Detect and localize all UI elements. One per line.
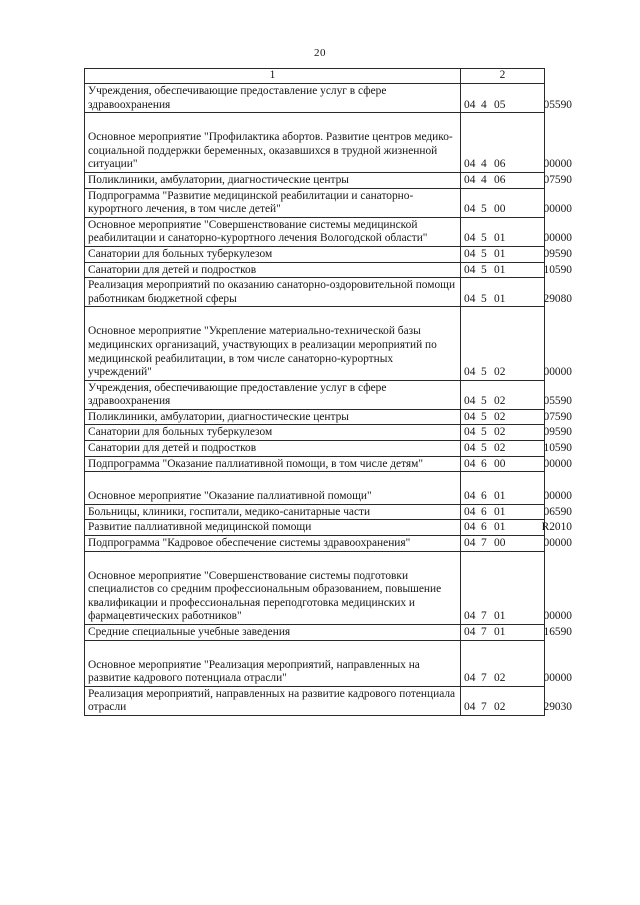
row-name: Развитие паллиативной медицинской помощи — [88, 521, 312, 534]
code-program: 04 — [464, 203, 476, 216]
row-name: Основное мероприятие "Реализация мероприятий, направленных на развитие кадрового потенциала отрасли" — [88, 658, 420, 685]
row-code-cell — [461, 380, 572, 409]
code-program: 04 — [464, 672, 476, 685]
code-direction: 00000 — [543, 203, 572, 216]
page-number: 20 — [314, 47, 326, 59]
row-name-cell — [85, 520, 461, 536]
code-program: 04 — [464, 247, 476, 260]
row-name-cell — [85, 113, 461, 173]
code-subprogram: 5 — [481, 395, 487, 408]
header-column-1: 1 — [85, 69, 461, 84]
row-name-cell — [85, 504, 461, 520]
code-subprogram: 7 — [481, 610, 487, 623]
code-event: 05 — [494, 98, 506, 111]
code-direction: 00000 — [543, 537, 572, 550]
code-direction: 07590 — [543, 410, 572, 423]
row-code-cell — [461, 472, 572, 505]
table-row — [85, 640, 545, 686]
row-name: Средние специальные учебные заведения — [88, 626, 291, 638]
table-row — [85, 625, 545, 641]
row-name-cell — [85, 84, 461, 113]
row-name-cell — [85, 551, 461, 624]
table-row — [85, 113, 545, 173]
code-subprogram: 6 — [481, 521, 487, 534]
row-name-cell — [85, 425, 461, 441]
row-code-cell — [461, 307, 572, 380]
code-event: 00 — [494, 537, 506, 550]
code-event: 01 — [494, 521, 506, 534]
row-name: Учреждения, обеспечивающие предоставление услуг в сфере здравоохранения — [88, 381, 387, 408]
row-code-cell — [461, 262, 572, 278]
code-event: 00 — [494, 203, 506, 216]
code-event: 01 — [494, 610, 506, 623]
row-name: Поликлиники, амбулатории, диагностические центры — [88, 410, 349, 423]
code-event: 02 — [494, 410, 506, 423]
table-row — [85, 278, 545, 307]
row-name: Учреждения, обеспечивающие предоставление услуг в сфере здравоохранения — [88, 85, 387, 111]
code-subprogram: 7 — [481, 672, 487, 685]
row-code-cell — [461, 625, 572, 641]
code-event: 01 — [494, 626, 506, 638]
row-code-cell — [461, 640, 572, 686]
code-subprogram: 5 — [481, 292, 487, 305]
code-event: 02 — [494, 701, 506, 714]
code-subprogram: 6 — [481, 505, 487, 518]
code-program: 04 — [464, 292, 476, 305]
row-name-cell — [85, 456, 461, 472]
row-name: Санатории для детей и подростков — [88, 263, 257, 276]
code-direction: 00000 — [543, 490, 572, 503]
code-program: 04 — [464, 232, 476, 245]
row-code-cell — [461, 278, 572, 307]
row-name-cell — [85, 625, 461, 641]
row-name-cell — [85, 246, 461, 262]
code-event: 00 — [494, 457, 506, 470]
row-name-cell — [85, 536, 461, 552]
table-row — [85, 686, 545, 715]
code-event: 02 — [494, 442, 506, 455]
row-name-cell — [85, 640, 461, 686]
row-name-cell — [85, 441, 461, 457]
table-row — [85, 172, 545, 188]
code-direction: 00000 — [543, 457, 572, 470]
code-direction: 00000 — [543, 232, 572, 245]
row-name: Основное мероприятие "Укрепление материально-технической базы медицинских организаций, участвующих в реализации мероприятий по медицинской реабилитации, в том числе санаторно-курортных учреждений" — [88, 325, 437, 379]
code-subprogram: 5 — [481, 426, 487, 439]
table-row — [85, 456, 545, 472]
row-name-cell — [85, 262, 461, 278]
row-name: Подпрограмма "Развитие медицинской реабилитации и санаторно-курортного лечения, в том числе детей" — [88, 189, 414, 216]
row-code-cell — [461, 188, 572, 217]
row-name: Больницы, клиники, госпитали, медико-санитарные части — [88, 505, 371, 518]
table-row — [85, 472, 545, 505]
code-subprogram: 5 — [481, 410, 487, 423]
code-event: 02 — [494, 366, 506, 379]
code-direction: 07590 — [543, 173, 572, 186]
code-event: 01 — [494, 505, 506, 518]
code-direction: 29030 — [543, 701, 572, 714]
row-name: Санатории для больных туберкулезом — [88, 426, 273, 439]
code-program: 04 — [464, 457, 476, 470]
code-subprogram: 5 — [481, 442, 487, 455]
table-row — [85, 307, 545, 380]
code-subprogram: 5 — [481, 247, 487, 260]
code-program: 04 — [464, 395, 476, 408]
row-code-cell — [461, 425, 572, 441]
row-code-cell — [461, 113, 572, 173]
code-program: 04 — [464, 366, 476, 379]
code-event: 01 — [494, 232, 506, 245]
row-name-cell — [85, 307, 461, 380]
budget-classification-table — [84, 68, 572, 716]
code-subprogram: 4 — [481, 158, 487, 171]
code-direction: 00000 — [543, 158, 572, 171]
row-name: Реализация мероприятий, направленных на развитие кадрового потенциала отрасли — [88, 687, 456, 714]
row-name-cell — [85, 472, 461, 505]
row-code-cell — [461, 172, 572, 188]
row-name: Подпрограмма "Оказание паллиативной помощи, в том числе детям" — [88, 457, 424, 470]
row-name: Санатории для детей и подростков — [88, 442, 257, 455]
code-direction: 05590 — [543, 395, 572, 408]
row-name: Основное мероприятие "Совершенствование системы подготовки специалистов со средним профессиональным образованием, повышение квалификации и профессиональная переподготовка медицинских и фармацевтических работников" — [88, 569, 442, 623]
row-name: Санатории для больных туберкулезом — [88, 247, 273, 260]
row-code-cell — [461, 246, 572, 262]
row-name-cell — [85, 278, 461, 307]
code-subprogram: 7 — [481, 701, 487, 714]
code-event: 02 — [494, 672, 506, 685]
code-subprogram: 5 — [481, 263, 487, 276]
code-direction: 29080 — [543, 292, 572, 305]
code-event: 06 — [494, 158, 506, 171]
code-program: 04 — [464, 701, 476, 714]
code-direction: 10590 — [543, 263, 572, 276]
code-event: 02 — [494, 395, 506, 408]
code-program: 04 — [464, 505, 476, 518]
code-direction: 10590 — [543, 442, 572, 455]
code-direction: 06590 — [543, 505, 572, 518]
table-header-row — [85, 69, 545, 84]
code-program: 04 — [464, 442, 476, 455]
row-code-cell — [461, 520, 572, 536]
code-program: 04 — [464, 410, 476, 423]
code-direction: 09590 — [543, 247, 572, 260]
row-code-cell — [461, 686, 572, 715]
code-event: 01 — [494, 490, 506, 503]
code-direction: 00000 — [543, 610, 572, 623]
table-row — [85, 217, 545, 246]
code-program: 04 — [464, 98, 476, 111]
row-code-cell — [461, 84, 572, 113]
code-subprogram: 6 — [481, 457, 487, 470]
code-subprogram: 5 — [481, 203, 487, 216]
table-row — [85, 409, 545, 425]
table-row — [85, 380, 545, 409]
code-direction: R2010 — [541, 521, 572, 534]
code-direction: 16590 — [543, 626, 572, 638]
code-program: 04 — [464, 158, 476, 171]
header-column-2: 2 — [461, 69, 545, 84]
code-event: 01 — [494, 247, 506, 260]
code-program: 04 — [464, 426, 476, 439]
code-program: 04 — [464, 537, 476, 550]
table-row — [85, 551, 545, 624]
code-program: 04 — [464, 610, 476, 623]
code-subprogram: 5 — [481, 366, 487, 379]
code-program: 04 — [464, 173, 476, 186]
code-program: 04 — [464, 263, 476, 276]
row-code-cell — [461, 536, 572, 552]
code-event: 02 — [494, 426, 506, 439]
row-name: Реализация мероприятий по оказанию санаторно-оздоровительной помощи работникам бюджетной сферы — [88, 279, 456, 305]
code-direction: 09590 — [543, 426, 572, 439]
row-code-cell — [461, 441, 572, 457]
row-code-cell — [461, 551, 572, 624]
row-name-cell — [85, 686, 461, 715]
row-code-cell — [461, 504, 572, 520]
code-subprogram: 5 — [481, 232, 487, 245]
row-name-cell — [85, 380, 461, 409]
code-program: 04 — [464, 626, 476, 638]
code-event: 06 — [494, 173, 506, 186]
row-name: Основное мероприятие "Профилактика абортов. Развитие центров медико-социальной поддержки беременных, оказавшихся в трудной жизненной ситуации" — [88, 131, 453, 171]
code-program: 04 — [464, 521, 476, 534]
code-subprogram: 6 — [481, 490, 487, 503]
table-row — [85, 84, 545, 113]
table-row — [85, 188, 545, 217]
table-row — [85, 246, 545, 262]
code-direction: 05590 — [543, 98, 572, 111]
row-name-cell — [85, 217, 461, 246]
row-name: Подпрограмма "Кадровое обеспечение системы здравоохранения" — [88, 537, 411, 550]
row-code-cell — [461, 217, 572, 246]
code-program: 04 — [464, 490, 476, 503]
row-name: Основное мероприятие "Оказание паллиативной помощи" — [88, 490, 372, 503]
code-subprogram: 4 — [481, 98, 487, 111]
code-direction: 00000 — [543, 366, 572, 379]
table-row — [85, 441, 545, 457]
row-code-cell — [461, 409, 572, 425]
table-row — [85, 520, 545, 536]
row-name-cell — [85, 188, 461, 217]
row-name: Поликлиники, амбулатории, диагностические центры — [88, 173, 349, 186]
row-code-cell — [461, 456, 572, 472]
code-event: 01 — [494, 292, 506, 305]
row-name-cell — [85, 409, 461, 425]
code-direction: 00000 — [543, 672, 572, 685]
code-subprogram: 7 — [481, 626, 487, 638]
code-subprogram: 7 — [481, 537, 487, 550]
table-row — [85, 425, 545, 441]
row-name-cell — [85, 172, 461, 188]
table-row — [85, 536, 545, 552]
row-name: Основное мероприятие "Совершенствование системы медицинской реабилитации и санаторно-курортного лечения Вологодской области" — [88, 218, 428, 245]
table-row — [85, 262, 545, 278]
table-row — [85, 504, 545, 520]
code-subprogram: 4 — [481, 173, 487, 186]
code-event: 01 — [494, 263, 506, 276]
